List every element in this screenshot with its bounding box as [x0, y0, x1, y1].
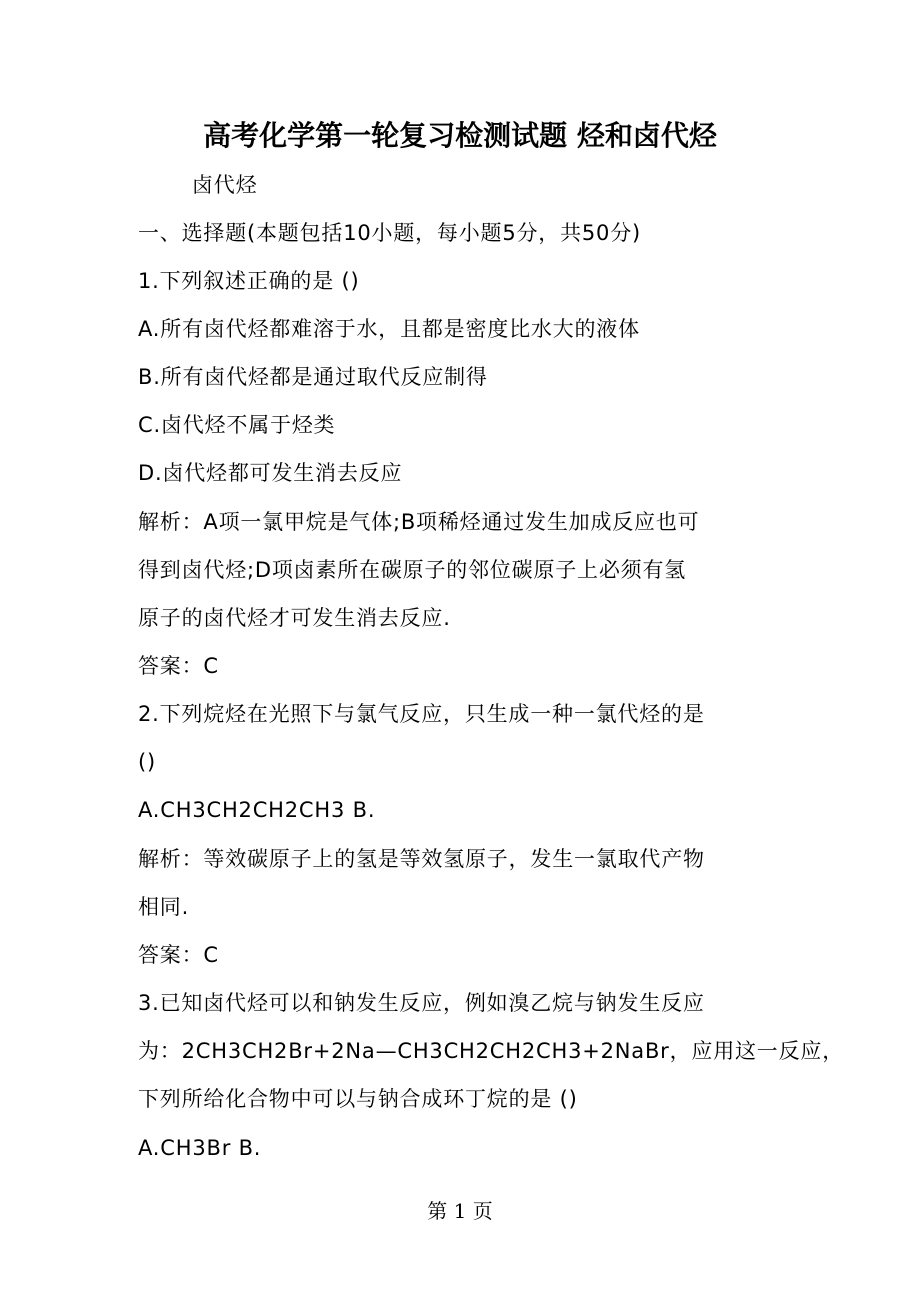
text-line: 为：2CH3CH2Br+2Na—CH3CH2CH2CH3+2NaBr，应用这一反应，	[138, 1039, 844, 1063]
text-line: 答案：C	[138, 654, 219, 678]
text-line: 下列所给化合物中可以与钠合成环丁烷的是 ()	[138, 1087, 578, 1111]
text-line: B.所有卤代烃都是通过取代反应制得	[138, 365, 488, 389]
text-line: 2.下列烷烃在光照下与氯气反应，只生成一种一氯代烃的是	[138, 702, 705, 726]
text-line: A.CH3CH2CH2CH3 B.	[138, 798, 376, 822]
text-line: 相同.	[138, 895, 190, 919]
text-line: D.卤代烃都可发生消去反应	[138, 461, 403, 485]
document-title: 高考化学第一轮复习检测试题 烃和卤代烃	[203, 119, 717, 152]
text-line: 1.下列叙述正确的是 ()	[138, 269, 360, 293]
text-line: 答案：C	[138, 943, 219, 967]
text-line: 一、选择题(本题包括10小题，每小题5分，共50分)	[138, 221, 641, 245]
text-line: C.卤代烃不属于烃类	[138, 413, 336, 437]
page-number: 第 1 页	[427, 1199, 493, 1223]
text-line: 解析：等效碳原子上的氢是等效氢原子，发生一氯取代产物	[138, 847, 705, 871]
text-line: 得到卤代烃;D项卤素所在碳原子的邻位碳原子上必须有氢	[138, 558, 687, 582]
text-line: 3.已知卤代烃可以和钠发生反应，例如溴乙烷与钠发生反应	[138, 991, 705, 1015]
section-subtitle: 卤代烃	[192, 173, 258, 197]
text-line: ()	[138, 750, 156, 774]
text-line: A.CH3Br B.	[138, 1136, 262, 1160]
text-line: 原子的卤代烃才可发生消去反应.	[138, 606, 451, 630]
text-line: 解析：A项一氯甲烷是气体;B项稀烃通过发生加成反应也可	[138, 510, 700, 534]
text-line: A.所有卤代烃都难溶于水，且都是密度比水大的液体	[138, 317, 640, 341]
